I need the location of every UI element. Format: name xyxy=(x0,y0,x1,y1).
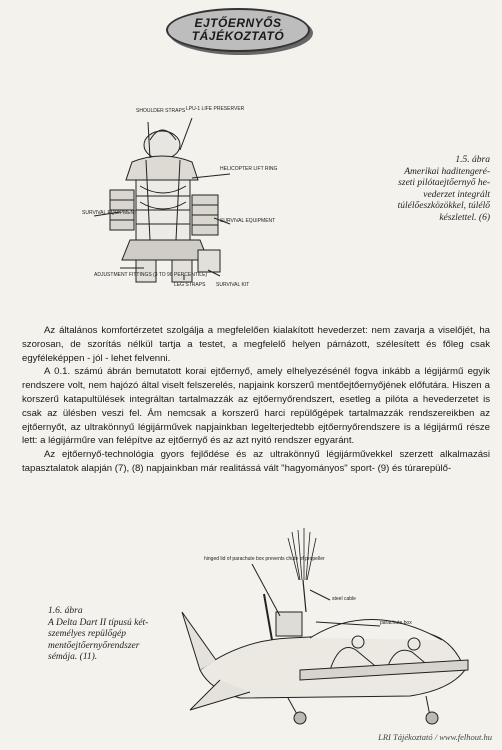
figure-1-caption-line: készlettel. (6) xyxy=(439,212,490,223)
figure-2-caption-line: személyes repülőgép xyxy=(48,629,126,639)
figure-1-caption-line: túlélőeszközökkel, túlélő xyxy=(397,201,490,211)
callout-adjustment-fittings: ADJUSTMENT FITTINGS (3 TO 98 PERCENTILE) xyxy=(94,272,208,278)
callout-leg-straps: LEG STRAPS xyxy=(174,282,206,288)
callout-survival-equipment-left: SURVIVAL EQUIPMENT xyxy=(82,210,138,216)
figure-1-caption-line: szeti pilótaejtőernyő he- xyxy=(398,178,490,188)
callout-survival-equipment-right: SURVIVAL EQUIPMENT xyxy=(220,218,276,224)
figure-2-caption-line: A Delta Dart II típusú két- xyxy=(48,617,149,628)
paragraph: A 0.1. számú ábrán bemutatott korai ejtőernyő, amely elhelyezésénél fogva inkább a légijármű egyik rendszere volt, nem hajózó által viselt felszerelés, napjaink korszerű mentőejtőernyőjének előfutára. Hiszen a korszerű katapultülések integráltan tartalmazzák az ejtőernyőrendszert, esetleg a pilóta a hevederzetet is csak az ülésben veszi fel. Ám nemcsak a korszerű harci repülőgépek tartalmazzák rendszereikben az ejtőernyőt, az ultrakönnyű légijárművek napjainkban legelterjedtebb ejtőernyőrendszere is a légijármű része lett: a légijárműre van felépítve az ejtőernyő és az azt nyitó rendszer egyaránt. xyxy=(22,366,490,447)
callout-parachute-box: parachute box xyxy=(380,620,412,626)
aircraft-diagram xyxy=(180,520,480,730)
figure-2-number: 1.6. ábra xyxy=(48,606,83,616)
figure-1-caption-line: Amerikai haditengeré- xyxy=(404,166,490,177)
figure-2-caption xyxy=(48,606,168,664)
body-text xyxy=(22,324,490,476)
figure-2-caption-line: mentőejtőernyőrendszer xyxy=(48,640,140,651)
callout-hinged-lid: hinged lid of parachute box prevents chute of propeller xyxy=(204,556,325,562)
figure-2-caption-line: sémája. (11). xyxy=(48,652,98,662)
page-footer: LRI Tájékoztató / www.felhout.hu xyxy=(378,732,492,742)
title-badge xyxy=(166,8,310,52)
title-line-1: EJTŐERNYŐS xyxy=(194,16,282,30)
paragraph: Az általános komfortérzetet szolgálja a megfelelően kialakított hevederzet: nem zavarja a viselőjét, ha szorosan, de szorítás nélkül tartja a testet, a megfelelő helyen párnázott, szélesített és főleg csak egyféleképpen - jól - lehet felvenni. xyxy=(22,325,490,364)
figure-1-caption-line: vederzet integrált xyxy=(423,189,490,200)
figure-1-caption xyxy=(340,155,490,224)
callout-lift-ring: HELICOPTER LIFT RING xyxy=(220,166,278,172)
harness-illustration xyxy=(80,100,280,290)
title-line-2: TÁJÉKOZTATÓ xyxy=(191,29,285,43)
figure-1-number: 1.5. ábra xyxy=(455,155,490,165)
callout-steel-cable: steel cable xyxy=(332,596,356,602)
callout-survival-kit: SURVIVAL KIT xyxy=(216,282,250,288)
callout-life-preserver: LPU-1 LIFE PRESERVER xyxy=(186,106,245,112)
callout-shoulder-straps: SHOULDER STRAPS xyxy=(136,108,186,114)
paragraph: Az ejtőernyő-technológia gyors fejlődése és az ultrakönnyű légijárművekkel szerzett alkalmazási tapasztalatok alapján (7), (8) napjainkban már realitássá vált "hagyományos" sport- (9) és túrarepülő- xyxy=(22,449,490,474)
